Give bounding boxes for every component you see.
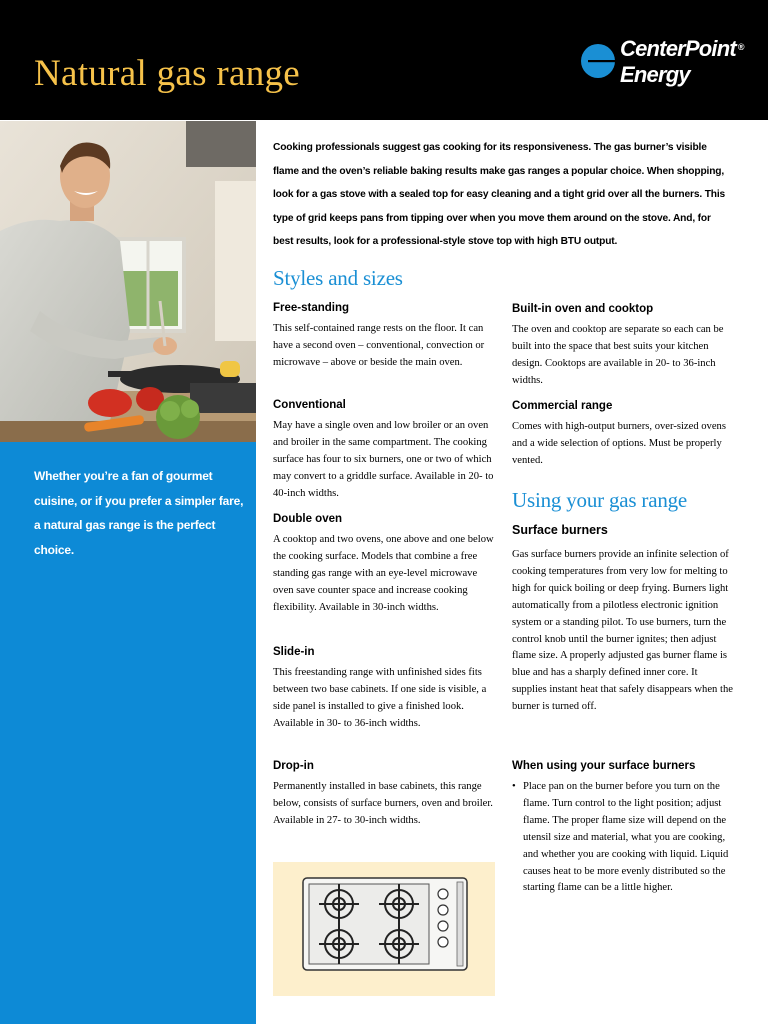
section-drop-in	[273, 760, 495, 830]
built-in-title: Built-in oven and cooktop	[512, 303, 654, 315]
free-standing-title: Free-standing	[273, 302, 350, 314]
logo-line1: CenterPoint	[620, 36, 736, 61]
section-surface-burners	[512, 523, 734, 716]
drop-in-title: Drop-in	[273, 760, 314, 772]
slide-in-title: Slide-in	[273, 646, 315, 658]
logo-registered: ®	[737, 42, 744, 52]
surface-burners-title: Surface burners	[512, 523, 608, 537]
sidebar-panel	[0, 442, 256, 1024]
page-title: Natural gas range	[34, 53, 301, 94]
when-using-title: When using your surface burners	[512, 760, 696, 772]
logo-circle-icon	[580, 43, 616, 79]
section-slide-in	[273, 646, 495, 733]
section-built-in	[512, 303, 734, 390]
section-when-using	[512, 760, 734, 897]
surface-burners-text: Gas surface burners provide an infinite selection of cooking temperatures from very low for melting to high for quick boiling or deep frying. Burners light automatically from a pilotless electronic ignition system or a standing pilot. To use burners, turn the control knob until the burner ignites; then adjust flame size. A properly adjusted gas burner flame is blue and has a sharply defined inner core. It supplies instant heat that safely disappears when the burner is turned off.	[512, 549, 733, 713]
when-using-list	[512, 779, 734, 897]
section-free-standing	[273, 302, 495, 372]
intro-paragraph: Cooking professionals suggest gas cooking for its responsiveness. The gas burner’s visible flame and the oven’s reliable baking results make gas ranges a popular choice. When shopping, look for a gas stove with a sealed top for easy cleaning and a tight grid over all the burners. This type of grid keeps pans from tipping over when you move them around on the stove. And, for best results, look for a professional-style stove top with high BTU output.	[273, 142, 726, 247]
centerpoint-energy-logo	[578, 34, 748, 96]
commercial-text: Comes with high-output burners, over-sized ovens and a wide selection of options. Must be properly vented.	[512, 421, 726, 466]
drop-in-text: Permanently installed in base cabinets, this range below, consists of surface burners, oven and broiler. Available in 27- to 30-inch widths.	[273, 781, 493, 826]
sidebar-quote: Whether you’re a fan of gourmet cuisine, or if you prefer a simpler fare, a natural gas range is the perfect choice.	[34, 469, 244, 557]
free-standing-text: This self-contained range rests on the floor. It can have a second oven – conventional, convection or microwave – above or beside the main oven.	[273, 323, 485, 368]
conventional-text: May have a single oven and low broiler or an oven and broiler in the same compartment. The cooking surface has four to six burners, one or two of which may convert to a griddle surface. Available in 20- to 40-inch widths.	[273, 420, 494, 499]
logo-wordmark	[620, 34, 744, 88]
slide-in-text: This freestanding range with unfinished sides fits between two base cabinets. If one side is visible, a side panel is installed to give a finished look. Available in 30- to 36-inch widths.	[273, 667, 487, 729]
cooktop-illustration-box	[273, 862, 495, 996]
double-oven-title: Double oven	[273, 513, 343, 525]
conventional-title: Conventional	[273, 399, 346, 411]
double-oven-text: A cooktop and two ovens, one above and one below the cooking surface. Models that combine a free standing gas range with an eye-level microwave oven save counter space and increase cooking flexibility. Available in 30-inch widths.	[273, 534, 494, 613]
bullet-icon: •	[512, 781, 516, 792]
list-item	[512, 779, 734, 897]
section-conventional	[273, 399, 495, 503]
header-bar	[0, 0, 768, 120]
built-in-text: The oven and cooktop are separate so each can be built into the space that best suits your kitchen design. Cooktops are available in 20- to 36-inch widths.	[512, 324, 724, 386]
list-item-text: Place pan on the burner before you turn on the flame. Turn control to the light position; adjust flame. The proper flame size will depend on the utensil size and material, what you are cooking, and whether you are cooking with liquid. Liquid causes heat to be more evenly distributed so the starting flame can be a little higher.	[523, 781, 729, 894]
gas-cooktop-illustration	[273, 862, 495, 996]
cooking-man-photo	[0, 121, 256, 442]
styles-heading: Styles and sizes	[273, 266, 403, 290]
using-heading: Using your gas range	[512, 488, 688, 512]
commercial-title: Commercial range	[512, 400, 613, 412]
section-double-oven	[273, 513, 495, 617]
logo-line2: Energy	[620, 62, 690, 87]
section-commercial	[512, 400, 734, 470]
